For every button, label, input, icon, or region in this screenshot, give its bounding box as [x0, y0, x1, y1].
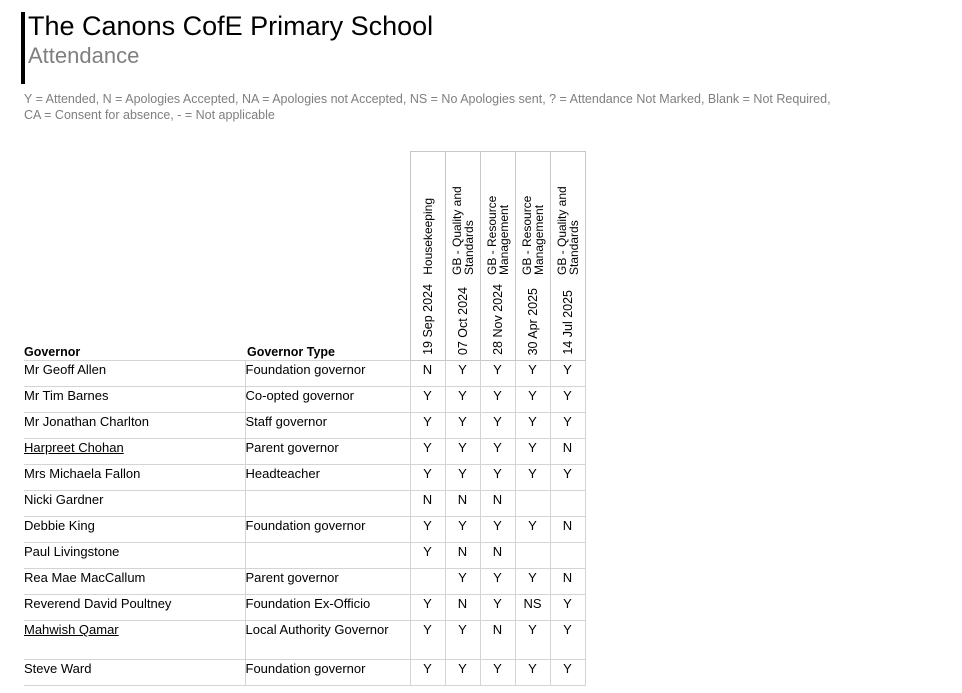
attendance-cell: Y	[410, 595, 445, 621]
governor-type: Local Authority Governor	[245, 621, 410, 660]
attendance-cell: N	[550, 569, 585, 595]
governor-type: Foundation governor	[245, 517, 410, 543]
attendance-cell: Y	[550, 660, 585, 686]
attendance-cell: Y	[515, 569, 550, 595]
attendance-cell: N	[550, 517, 585, 543]
meeting-date-header: 19 Sep 2024	[410, 280, 445, 361]
attendance-cell: Y	[445, 660, 480, 686]
governor-name: Nicki Gardner	[24, 491, 245, 517]
governor-type	[245, 491, 410, 517]
attendance-cell: Y	[515, 387, 550, 413]
attendance-cell: Y	[445, 439, 480, 465]
attendance-cell: Y	[410, 543, 445, 569]
attendance-cell: N	[410, 361, 445, 387]
attendance-cell	[515, 543, 550, 569]
meeting-date-header: 30 Apr 2025	[515, 280, 550, 361]
governor-type: Foundation governor	[245, 361, 410, 387]
table-row	[24, 413, 585, 439]
attendance-cell: Y	[515, 413, 550, 439]
governor-type: Headteacher	[245, 465, 410, 491]
attendance-cell: Y	[550, 361, 585, 387]
attendance-cell: Y	[410, 465, 445, 491]
governor-name: Mrs Michaela Fallon	[24, 465, 245, 491]
attendance-cell: N	[480, 491, 515, 517]
governor-type: Staff governor	[245, 413, 410, 439]
attendance-cell: Y	[410, 660, 445, 686]
attendance-cell: Y	[550, 413, 585, 439]
attendance-cell: N	[410, 491, 445, 517]
attendance-cell: Y	[445, 621, 480, 660]
column-header-governor: Governor	[24, 345, 81, 359]
meeting-date-header: 28 Nov 2024	[480, 280, 515, 361]
governor-type: Co-opted governor	[245, 387, 410, 413]
governor-name: Reverend David Poultney	[24, 595, 245, 621]
governor-name: Steve Ward	[24, 660, 245, 686]
attendance-cell: N	[445, 491, 480, 517]
attendance-legend	[24, 91, 904, 123]
governor-type	[245, 543, 410, 569]
governor-type: Foundation Ex-Officio	[245, 595, 410, 621]
attendance-cell	[550, 543, 585, 569]
attendance-cell: N	[445, 543, 480, 569]
attendance-cell	[515, 491, 550, 517]
governor-name: Mr Geoff Allen	[24, 361, 245, 387]
attendance-cell: Y	[480, 517, 515, 543]
attendance-cell: Y	[515, 439, 550, 465]
attendance-cell: Y	[480, 361, 515, 387]
table-row	[24, 621, 585, 660]
attendance-cell: Y	[410, 413, 445, 439]
meeting-title-header: GB - Resource Management	[480, 152, 515, 281]
attendance-cell: Y	[480, 387, 515, 413]
attendance-cell: Y	[480, 595, 515, 621]
attendance-cell: Y	[515, 361, 550, 387]
attendance-cell	[410, 569, 445, 595]
attendance-cell: Y	[515, 660, 550, 686]
table-row	[24, 569, 585, 595]
legend-line-2: CA = Consent for absence, - = Not applicable	[24, 108, 275, 122]
attendance-cell: Y	[480, 413, 515, 439]
attendance-cell: Y	[550, 621, 585, 660]
table-row	[24, 595, 585, 621]
meeting-title-header: Housekeeping	[410, 152, 445, 281]
table-row	[24, 660, 585, 686]
table-row	[24, 543, 585, 569]
attendance-cell: Y	[515, 621, 550, 660]
governor-name: Paul Livingstone	[24, 543, 245, 569]
attendance-cell: Y	[445, 361, 480, 387]
attendance-cell: Y	[480, 465, 515, 491]
governor-name: Rea Mae MacCallum	[24, 569, 245, 595]
governor-type: Parent governor	[245, 569, 410, 595]
attendance-cell: Y	[410, 517, 445, 543]
meeting-title-header: GB - Quality and Standards	[550, 152, 585, 281]
attendance-cell: Y	[445, 413, 480, 439]
governor-name: Harpreet Chohan	[24, 439, 245, 465]
attendance-cell: Y	[480, 439, 515, 465]
attendance-cell: Y	[515, 517, 550, 543]
attendance-cell: N	[480, 543, 515, 569]
attendance-cell: NS	[515, 595, 550, 621]
attendance-cell: Y	[515, 465, 550, 491]
attendance-cell: Y	[445, 517, 480, 543]
attendance-cell: N	[480, 621, 515, 660]
attendance-cell: Y	[480, 569, 515, 595]
legend-line-1: Y = Attended, N = Apologies Accepted, NA = Apologies not Accepted, NS = No Apologies sent, ? = Attendance Not Marked, Blank = Not Required,	[24, 92, 831, 106]
attendance-cell: Y	[410, 439, 445, 465]
meeting-title-header: GB - Resource Management	[515, 152, 550, 281]
governor-type: Parent governor	[245, 439, 410, 465]
table-row	[24, 439, 585, 465]
table-row	[24, 491, 585, 517]
title-accent-bar	[21, 12, 25, 84]
table-row	[24, 361, 585, 387]
attendance-cell: Y	[550, 465, 585, 491]
governor-name: Mr Tim Barnes	[24, 387, 245, 413]
governor-name: Mr Jonathan Charlton	[24, 413, 245, 439]
attendance-cell: Y	[410, 621, 445, 660]
attendance-cell: Y	[480, 660, 515, 686]
attendance-table	[24, 151, 586, 686]
attendance-cell: Y	[410, 387, 445, 413]
governor-name: Debbie King	[24, 517, 245, 543]
governor-type: Foundation governor	[245, 660, 410, 686]
table-row	[24, 465, 585, 491]
attendance-cell: Y	[550, 595, 585, 621]
attendance-cell: Y	[445, 387, 480, 413]
page-title: The Canons CofE Primary School	[28, 11, 434, 41]
governor-name: Mahwish Qamar	[24, 621, 245, 660]
attendance-cell	[550, 491, 585, 517]
attendance-cell: N	[550, 439, 585, 465]
meeting-date-header: 07 Oct 2024	[445, 280, 480, 361]
column-header-governor-type: Governor Type	[247, 345, 335, 359]
attendance-cell: Y	[550, 387, 585, 413]
table-row	[24, 387, 585, 413]
attendance-cell: Y	[445, 569, 480, 595]
page-subtitle: Attendance	[28, 43, 140, 68]
table-row	[24, 517, 585, 543]
attendance-cell: N	[445, 595, 480, 621]
meeting-title-header: GB - Quality and Standards	[445, 152, 480, 281]
meeting-date-header: 14 Jul 2025	[550, 280, 585, 361]
attendance-cell: Y	[445, 465, 480, 491]
